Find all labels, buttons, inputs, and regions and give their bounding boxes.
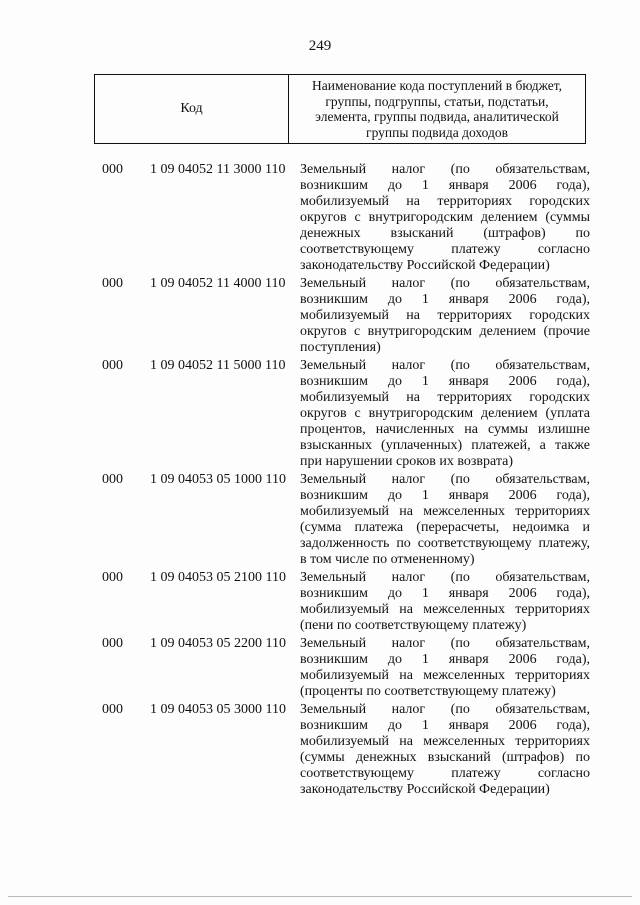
header-name-line: группы подвида доходов [366, 124, 508, 140]
table-row [0, 570, 640, 634]
description-line: соответствующему платежу согласно [300, 766, 590, 781]
description-line: округов с внутригородским делением (прочие [300, 324, 590, 339]
revenue-code: 1 09 04052 11 5000 110 [150, 358, 286, 373]
description-line: возникшим до 1 января 2006 года), [300, 178, 590, 193]
description-line: возникшим до 1 января 2006 года), [300, 488, 590, 503]
description-line: мобилизуемый на межселенных территориях [300, 504, 590, 519]
revenue-code: 1 09 04053 05 2100 110 [150, 570, 286, 585]
header-name-line: Наименование кода поступлений в бюджет, [311, 78, 562, 93]
description-line: возникшим до 1 января 2006 года), [300, 586, 590, 601]
admin-code: 000 [102, 472, 123, 487]
description-line: законодательству Российской Федерации) [300, 782, 550, 797]
table-row [0, 358, 640, 470]
table-row [0, 702, 640, 798]
revenue-description [300, 636, 590, 700]
description-line: мобилизуемый на межселенных территориях [300, 668, 590, 683]
revenue-description [300, 570, 590, 634]
revenue-code: 1 09 04052 11 3000 110 [150, 162, 286, 177]
table-row [0, 276, 640, 356]
admin-code: 000 [102, 702, 123, 717]
header-name-line: элемента, группы подвида, аналитической [315, 109, 559, 124]
admin-code: 000 [102, 570, 123, 585]
page-number: 249 [308, 38, 332, 54]
revenue-code: 1 09 04053 05 1000 110 [150, 472, 286, 487]
description-line: Земельный налог (по обязательствам, [300, 358, 590, 373]
description-line: поступления) [300, 340, 381, 355]
scan-edge-divider [8, 896, 632, 897]
header-name-column [289, 75, 585, 143]
description-line: (сумма платежа (перерасчеты, недоимка и [300, 520, 590, 535]
description-line: (суммы денежных взысканий (штрафов) по [300, 750, 590, 765]
revenue-description [300, 358, 590, 470]
description-line: Земельный налог (по обязательствам, [300, 570, 590, 585]
description-line: округов с внутригородским делением (уплата [300, 406, 590, 421]
description-line: мобилизуемый на межселенных территориях [300, 734, 590, 749]
table-header [94, 74, 586, 144]
description-line: Земельный налог (по обязательствам, [300, 702, 590, 717]
admin-code: 000 [102, 358, 123, 373]
admin-code: 000 [102, 636, 123, 651]
description-line: при нарушении сроков их возврата) [300, 454, 514, 469]
description-line: соответствующему платежу согласно [300, 242, 590, 257]
table-body [0, 162, 640, 800]
description-line: (проценты по соответствующему платежу) [300, 684, 556, 699]
description-line: округов с внутригородским делением (суммы [300, 210, 590, 225]
revenue-code: 1 09 04053 05 3000 110 [150, 702, 286, 717]
revenue-code: 1 09 04053 05 2200 110 [150, 636, 286, 651]
description-line: (пени по соответствующему платежу) [300, 618, 527, 633]
revenue-code: 1 09 04052 11 4000 110 [150, 276, 286, 291]
description-line: мобилизуемый на территориях городских [300, 390, 590, 405]
admin-code: 000 [102, 276, 123, 291]
description-line: возникшим до 1 января 2006 года), [300, 374, 590, 389]
description-line: денежных взысканий (штрафов) по [300, 226, 590, 241]
revenue-description [300, 702, 590, 798]
description-line: мобилизуемый на межселенных территориях [300, 602, 590, 617]
description-line: мобилизуемый на территориях городских [300, 194, 590, 209]
description-line: возникшим до 1 января 2006 года), [300, 652, 590, 667]
description-line: процентов, начисленных на суммы излишне [300, 422, 590, 437]
description-line: Земельный налог (по обязательствам, [300, 276, 590, 291]
revenue-description [300, 472, 590, 568]
description-line: Земельный налог (по обязательствам, [300, 636, 590, 651]
description-line: законодательству Российской Федерации) [300, 258, 550, 273]
description-line: возникшим до 1 января 2006 года), [300, 292, 590, 307]
description-line: задолженность по соответствующему платежу, [300, 536, 590, 551]
revenue-description [300, 276, 590, 356]
revenue-description [300, 162, 590, 274]
description-line: мобилизуемый на территориях городских [300, 308, 590, 323]
table-row [0, 162, 640, 274]
header-name-line: группы, подгруппы, статьи, подстатьи, [325, 93, 549, 109]
description-line: Земельный налог (по обязательствам, [300, 162, 590, 177]
table-row [0, 636, 640, 700]
description-line: в том числе по отмененному) [300, 552, 475, 567]
description-line: Земельный налог (по обязательствам, [300, 472, 590, 487]
header-code-column: Код [95, 75, 289, 143]
table-row [0, 472, 640, 568]
admin-code: 000 [102, 162, 123, 177]
description-line: возникшим до 1 января 2006 года), [300, 718, 590, 733]
description-line: взысканных (уплаченных) платежей, а также [300, 438, 590, 453]
